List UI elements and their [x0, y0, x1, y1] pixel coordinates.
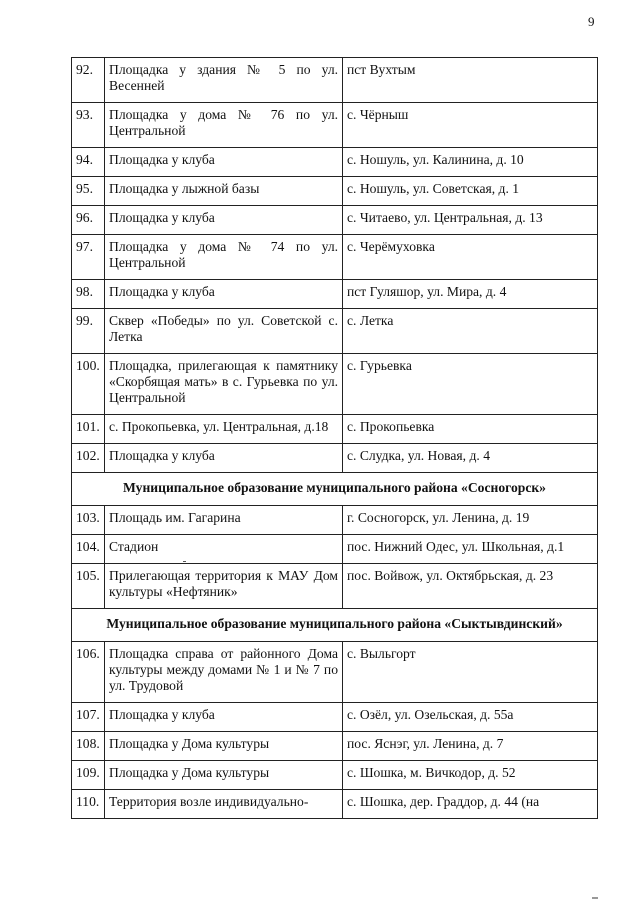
table-row: [72, 206, 598, 235]
table-row: [72, 148, 598, 177]
location-address: пст Вухтым: [343, 58, 598, 103]
location-name: Площадка у дома № 76 по ул. Центральной: [105, 103, 343, 148]
scan-speck: [183, 561, 186, 562]
section-title: Муниципальное образование муниципального района «Сосногорск»: [72, 473, 598, 506]
table-row: [72, 564, 598, 609]
location-name: Площадка у дома № 74 по ул. Центральной: [105, 235, 343, 280]
location-address: пст Гуляшор, ул. Мира, д. 4: [343, 280, 598, 309]
location-address: с. Слудка, ул. Новая, д. 4: [343, 444, 598, 473]
table-row: [72, 103, 598, 148]
location-name: Площадка у клуба: [105, 703, 343, 732]
table-row: [72, 58, 598, 103]
locations-table-body: [72, 58, 598, 819]
row-number: 98.: [72, 280, 105, 309]
row-number: 96.: [72, 206, 105, 235]
section-title: Муниципальное образование муниципального района «Сыктывдинский»: [72, 609, 598, 642]
location-name: Площадка у клуба: [105, 444, 343, 473]
location-name: Площадка у Дома культуры: [105, 761, 343, 790]
location-address: с. Гурьевка: [343, 354, 598, 415]
row-number: 95.: [72, 177, 105, 206]
section-header-row: [72, 609, 598, 642]
row-number: 93.: [72, 103, 105, 148]
table-row: [72, 506, 598, 535]
row-number: 92.: [72, 58, 105, 103]
location-address: с. Черёмуховка: [343, 235, 598, 280]
table-row: [72, 732, 598, 761]
location-address: с. Шошка, дер. Граддор, д. 44 (на: [343, 790, 598, 819]
location-name: Площадка справа от районного Дома культуры между домами № 1 и № 7 по ул. Трудовой: [105, 642, 343, 703]
location-name: Стадион: [105, 535, 343, 564]
location-address: пос. Войвож, ул. Октябрьская, д. 23: [343, 564, 598, 609]
location-name: Площадка у клуба: [105, 148, 343, 177]
location-name: Территория возле индивидуально-: [105, 790, 343, 819]
location-address: с. Летка: [343, 309, 598, 354]
location-address: с. Ношуль, ул. Калинина, д. 10: [343, 148, 598, 177]
row-number: 108.: [72, 732, 105, 761]
row-number: 94.: [72, 148, 105, 177]
row-number: 105.: [72, 564, 105, 609]
location-address: с. Прокопьевка: [343, 415, 598, 444]
row-number: 97.: [72, 235, 105, 280]
location-name: Площадка у лыжной базы: [105, 177, 343, 206]
table-row: [72, 309, 598, 354]
location-address: с. Чёрныш: [343, 103, 598, 148]
page-number: 9: [588, 14, 595, 29]
table-row: [72, 415, 598, 444]
location-name: с. Прокопьевка, ул. Центральная, д.18: [105, 415, 343, 444]
table-row: [72, 790, 598, 819]
location-name: Прилегающая территория к МАУ Дом культуры «Нефтяник»: [105, 564, 343, 609]
location-address: с. Выльгорт: [343, 642, 598, 703]
location-address: с. Озёл, ул. Озельская, д. 55а: [343, 703, 598, 732]
location-address: с. Читаево, ул. Центральная, д. 13: [343, 206, 598, 235]
table-row: [72, 535, 598, 564]
location-name: Площадка у Дома культуры: [105, 732, 343, 761]
table-row: [72, 235, 598, 280]
row-number: 100.: [72, 354, 105, 415]
row-number: 109.: [72, 761, 105, 790]
row-number: 104.: [72, 535, 105, 564]
location-name: Площадь им. Гагарина: [105, 506, 343, 535]
scan-speck: [592, 897, 598, 899]
location-name: Площадка, прилегающая к памятнику «Скорбящая мать» в с. Гурьевка по ул. Центральной: [105, 354, 343, 415]
table-row: [72, 280, 598, 309]
row-number: 107.: [72, 703, 105, 732]
location-address: с. Ношуль, ул. Советская, д. 1: [343, 177, 598, 206]
table-row: [72, 703, 598, 732]
table-row: [72, 354, 598, 415]
row-number: 101.: [72, 415, 105, 444]
location-address: г. Сосногорск, ул. Ленина, д. 19: [343, 506, 598, 535]
location-address: пос. Нижний Одес, ул. Школьная, д.1: [343, 535, 598, 564]
table-row: [72, 444, 598, 473]
location-name: Площадка у здания № 5 по ул. Весенней: [105, 58, 343, 103]
location-name: Сквер «Победы» по ул. Советской с. Летка: [105, 309, 343, 354]
table-row: [72, 642, 598, 703]
locations-table: [71, 57, 598, 819]
location-address: пос. Яснэг, ул. Ленина, д. 7: [343, 732, 598, 761]
location-name: Площадка у клуба: [105, 206, 343, 235]
table-row: [72, 177, 598, 206]
table-row: [72, 761, 598, 790]
row-number: 99.: [72, 309, 105, 354]
row-number: 106.: [72, 642, 105, 703]
section-header-row: [72, 473, 598, 506]
row-number: 102.: [72, 444, 105, 473]
row-number: 103.: [72, 506, 105, 535]
row-number: 110.: [72, 790, 105, 819]
location-name: Площадка у клуба: [105, 280, 343, 309]
location-address: с. Шошка, м. Вичкодор, д. 52: [343, 761, 598, 790]
